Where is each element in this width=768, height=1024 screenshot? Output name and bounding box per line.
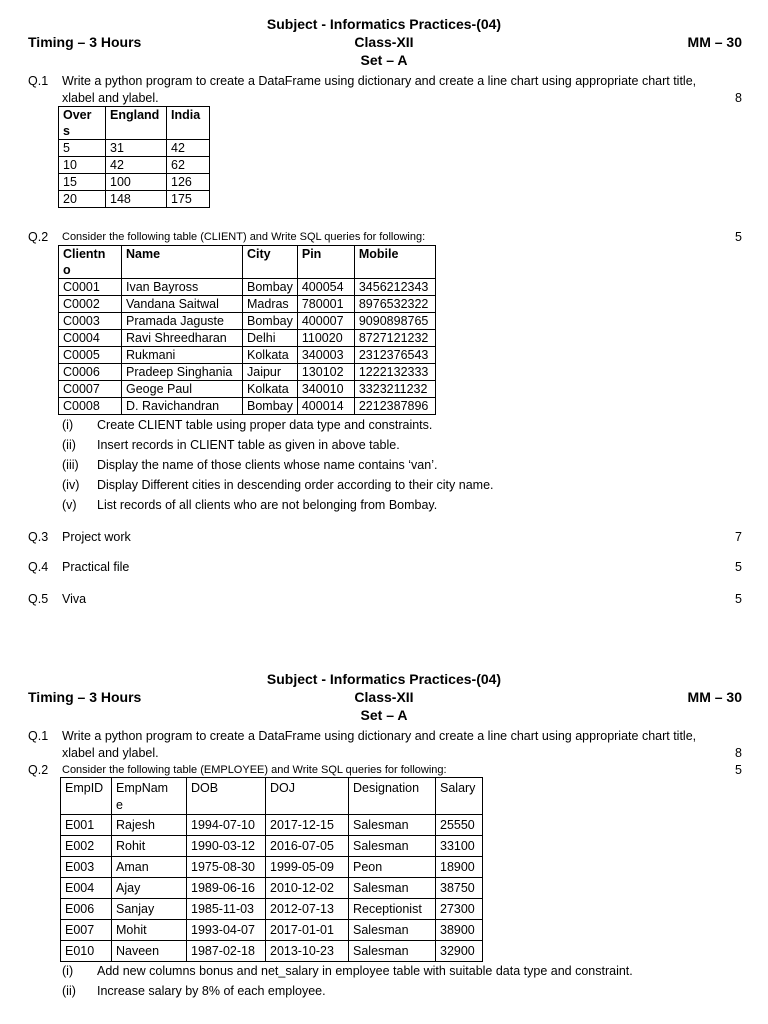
class-label: Class-XII xyxy=(354,689,414,705)
table-header-row xyxy=(59,246,436,279)
question-text: Project work xyxy=(62,530,131,544)
question-marks: 5 xyxy=(735,230,742,244)
table-row: C0002 Vandana Saitwal Madras 780001 8976532322 xyxy=(59,296,436,313)
question-number: Q.1 xyxy=(28,74,49,88)
table-row: E006 Sanjay 1985-11-03 2012-07-13 Receptionist 27300 xyxy=(61,899,483,920)
header-pin: Pin xyxy=(297,246,354,279)
table-header-row xyxy=(61,778,483,815)
sub-question-number: (i) xyxy=(62,964,74,978)
table-row: C0008 D. Ravichandran Bombay 400014 2212387896 xyxy=(59,398,436,415)
question-text: Practical file xyxy=(62,560,130,574)
overs-table xyxy=(58,106,210,208)
header-salary: Salary xyxy=(436,778,483,815)
header-empname: EmpNam e xyxy=(112,778,187,815)
question-number: Q.5 xyxy=(28,592,49,606)
table-row: 15 100 126 xyxy=(59,174,210,191)
sub-question-number: (i) xyxy=(62,418,74,432)
table-row: 5 31 42 xyxy=(59,140,210,157)
header-designation: Designation xyxy=(349,778,436,815)
question-text-line1: Write a python program to create a DataFrame using dictionary and create a line chart using appropriate chart title, xyxy=(62,74,697,88)
table-row: E003 Aman 1975-08-30 1999-05-09 Peon 18900 xyxy=(61,857,483,878)
table-row: C0005 Rukmani Kolkata 340003 2312376543 xyxy=(59,347,436,364)
sub-question-text: Display Different cities in descending order according to their city name. xyxy=(97,478,494,492)
header-name: Name xyxy=(122,246,243,279)
set-label: Set – A xyxy=(360,52,408,68)
question-marks: 5 xyxy=(735,560,742,574)
table-row: E001 Rajesh 1994-07-10 2017-12-15 Salesman 25550 xyxy=(61,815,483,836)
question-text: Consider the following table (CLIENT) and Write SQL queries for following: xyxy=(62,231,426,243)
table-row: C0007 Geoge Paul Kolkata 340010 3323211232 xyxy=(59,381,436,398)
sub-question-number: (ii) xyxy=(62,438,76,452)
sub-question-text: Increase salary by 8% of each employee. xyxy=(97,984,326,998)
employee-table xyxy=(60,777,483,962)
header-dob: DOB xyxy=(187,778,266,815)
question-marks: 5 xyxy=(735,592,742,606)
sub-question-number: (ii) xyxy=(62,984,76,998)
sub-question-number: (iv) xyxy=(62,478,80,492)
header-india: India xyxy=(167,107,210,140)
header-england: England xyxy=(106,107,167,140)
question-marks: 7 xyxy=(735,530,742,544)
header-mobile: Mobile xyxy=(354,246,435,279)
table-row: E010 Naveen 1987-02-18 2013-10-23 Salesman 32900 xyxy=(61,941,483,962)
sub-question-number: (iii) xyxy=(62,458,79,472)
sub-question-text: Add new columns bonus and net_salary in employee table with suitable data type and constraint. xyxy=(97,964,633,978)
table-row: E007 Mohit 1993-04-07 2017-01-01 Salesman 38900 xyxy=(61,920,483,941)
question-text-line2: xlabel and ylabel. xyxy=(62,91,159,105)
subject-title: Subject - Informatics Practices-(04) xyxy=(266,671,502,687)
table-row: 20 148 175 xyxy=(59,191,210,208)
question-marks: 8 xyxy=(735,746,742,760)
question-text-line2: xlabel and ylabel. xyxy=(62,746,159,760)
question-number: Q.4 xyxy=(28,560,49,574)
table-row: C0006 Pradeep Singhania Jaipur 130102 1222132333 xyxy=(59,364,436,381)
subject-title: Subject - Informatics Practices-(04) xyxy=(266,16,502,32)
sub-question-text: Insert records in CLIENT table as given in above table. xyxy=(97,438,400,452)
table-row: 10 42 62 xyxy=(59,157,210,174)
sub-question-number: (v) xyxy=(62,498,77,512)
header-clientno: Clientn o xyxy=(59,246,122,279)
max-marks: MM – 30 xyxy=(687,34,742,50)
question-text: Viva xyxy=(62,592,87,606)
table-header-row xyxy=(59,107,210,140)
timing: Timing – 3 Hours xyxy=(28,34,142,50)
header-empid: EmpID xyxy=(61,778,112,815)
question-number: Q.1 xyxy=(28,729,49,743)
table-row: C0001 Ivan Bayross Bombay 400054 3456212343 xyxy=(59,279,436,296)
header-overs: Over s xyxy=(59,107,106,140)
question-text-line1: Write a python program to create a DataFrame using dictionary and create a line chart using appropriate chart title, xyxy=(62,729,697,743)
header-doj: DOJ xyxy=(266,778,349,815)
question-marks: 5 xyxy=(735,763,742,777)
question-text: Consider the following table (EMPLOYEE) and Write SQL queries for following: xyxy=(62,764,447,776)
table-row: E004 Ajay 1989-06-16 2010-12-02 Salesman 38750 xyxy=(61,878,483,899)
table-row: E002 Rohit 1990-03-12 2016-07-05 Salesman 33100 xyxy=(61,836,483,857)
client-table xyxy=(58,245,436,415)
sub-question-text: List records of all clients who are not belonging from Bombay. xyxy=(97,498,438,512)
header-city: City xyxy=(243,246,298,279)
question-number: Q.2 xyxy=(28,763,49,777)
question-number: Q.3 xyxy=(28,530,49,544)
timing: Timing – 3 Hours xyxy=(28,689,142,705)
question-number: Q.2 xyxy=(28,230,49,244)
table-row: C0003 Pramada Jaguste Bombay 400007 9090898765 xyxy=(59,313,436,330)
class-label: Class-XII xyxy=(354,34,414,50)
sub-question-text: Display the name of those clients whose name contains ‘van’. xyxy=(97,458,438,472)
sub-question-text: Create CLIENT table using proper data type and constraints. xyxy=(97,418,433,432)
set-label: Set – A xyxy=(360,707,408,723)
table-row: C0004 Ravi Shreedharan Delhi 110020 8727121232 xyxy=(59,330,436,347)
max-marks: MM – 30 xyxy=(687,689,742,705)
question-marks: 8 xyxy=(735,91,742,105)
